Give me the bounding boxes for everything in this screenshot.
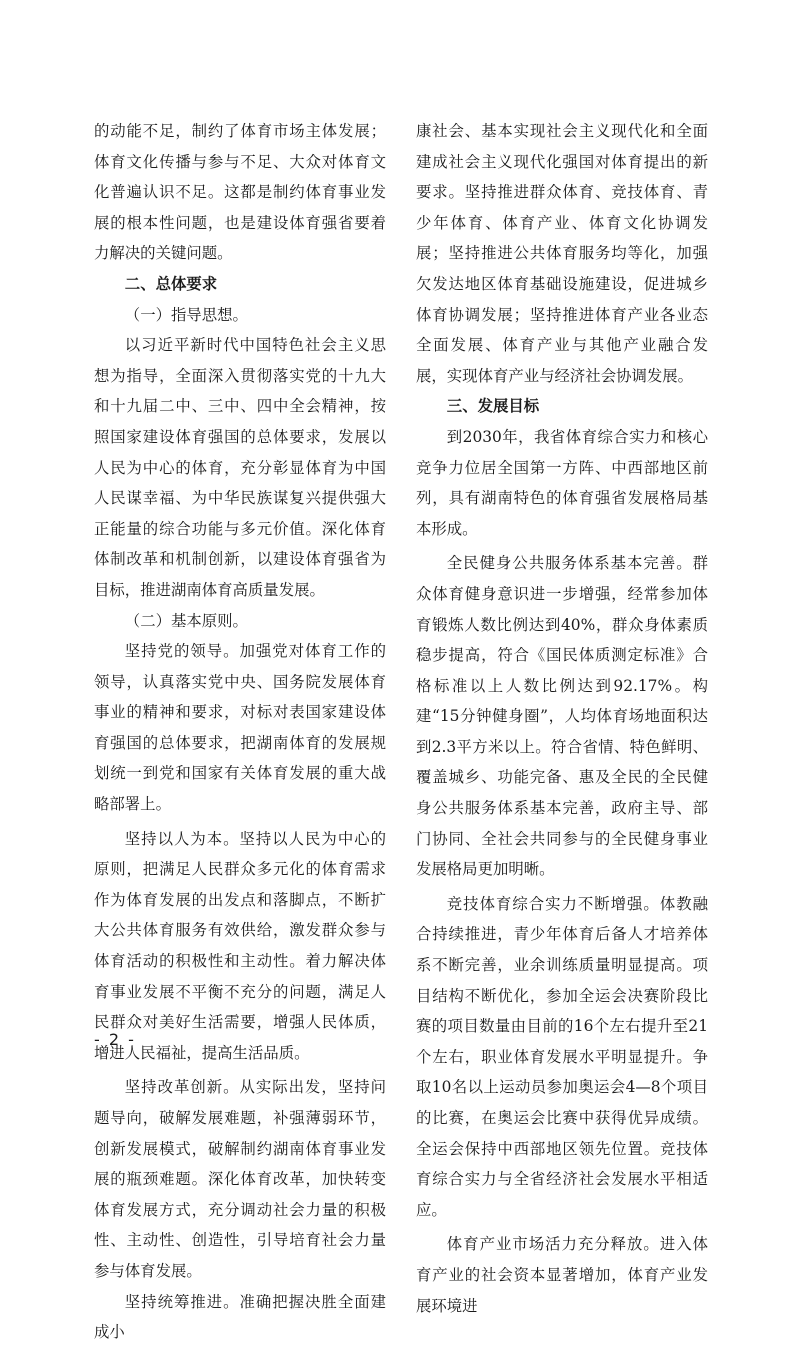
section-heading: 二、总体要求 bbox=[124, 274, 218, 293]
paragraph: （二）基本原则。 bbox=[124, 611, 248, 630]
section-heading: 三、发展目标 bbox=[446, 397, 540, 416]
paragraph: 坚持改革创新。从实际出发，坚持问题导向，破解发展难题，补强薄弱环节，创新发展模式，破解制约湖南体育事业发展的瓶颈难题。深化体育改革，加快转变体育发展方式，充分调动社会力量的积极性、主动性、创造性，引导培育社会力量参与体育发展。 bbox=[94, 1078, 386, 1280]
paragraph: 到2030年，我省体育综合实力和核心竞争力位居全国第一方阵、中西部地区前列，具有湖南特色的体育强省发展格局基本形成。 bbox=[416, 427, 708, 538]
paragraph: 康社会、基本实现社会主义现代化和全面建成社会主义现代化强国对体育提出的新要求。坚持推进群众体育、竞技体育、青少年体育、体育产业、体育文化协调发展；坚持推进公共体育服务均等化，加强欠发达地区体育基础设施建设，促进城乡体育协调发展；坚持推进体育产业各业态全面发展、体育产业与其他产业融合发展，实现体育产业与经济社会协调发展。 bbox=[416, 122, 708, 385]
paragraph: 竞技体育综合实力不断增强。体教融合持续推进，青少年体育后备人才培养体系不断完善，业余训练质量明显提高。项目结构不断优化，参加全运会决赛阶段比赛的项目数量由目前的16个左右提升至21个左右，职业体育发展水平明显提升。争取10名以上运动员参加奥运会4—8个项目的比赛，在奥运会比赛中获得优异成绩。全运会保持中西部地区领先位置。竞技体育综合实力与全省经济社会发展水平相适应。 bbox=[416, 894, 708, 1219]
paragraph: 坚持党的领导。加强党对体育工作的领导，认真落实党中央、国务院发展体育事业的精神和要求，对标对表国家建设体育强国的总体要求，把湖南体育的发展规划统一到党和国家有关体育发展的重大战略部署上。 bbox=[94, 642, 386, 814]
page-number: - 2 - bbox=[94, 1030, 136, 1049]
right-column bbox=[416, 116, 708, 1321]
paragraph: 的动能不足，制约了体育市场主体发展；体育文化传播与参与不足、大众对体育文化普遍认识不足。这都是制约体育事业发展的根本性问题，也是建设体育强省要着力解决的关键问题。 bbox=[94, 122, 386, 263]
paragraph: 坚持统筹推进。准确把握决胜全面建成小 bbox=[94, 1292, 386, 1342]
paragraph: 全民健身公共服务体系基本完善。群众体育健身意识进一步增强，经常参加体育锻炼人数比例达到40%，群众身体素质稳步提高，符合《国民体质测定标准》合格标准以上人数比例达到92.17%。构建“15分钟健身圈”，人均体育场地面积达到2.3平方米以上。符合省情、特色鲜明、覆盖城乡、功能完备、惠及全民的全民健身公共服务体系基本完善，政府主导、部门协同、全社会共同参与的全民健身事业发展格局更加明晰。 bbox=[416, 554, 708, 879]
paragraph: 以习近平新时代中国特色社会主义思想为指导，全面深入贯彻落实党的十九大和十九届二中、三中、四中全会精神，按照国家建设体育强国的总体要求，发展以人民为中心的体育，充分彰显体育为中国人民谋幸福、为中华民族谋复兴提供强大正能量的综合功能与多元价值。深化体育体制改革和机制创新，以建设体育强省为目标，推进湖南体育高质量发展。 bbox=[94, 336, 386, 599]
paragraph: 坚持以人为本。坚持以人民为中心的原则，把满足人民群众多元化的体育需求作为体育发展的出发点和落脚点，不断扩大公共体育服务有效供给，激发群众参与体育活动的积极性和主动性。着力解决体育事业发展不平衡不充分的问题，满足人民群众对美好生活需要，增强人民体质，增进人民福祉，提高生活品质。 bbox=[94, 829, 386, 1062]
left-column bbox=[94, 116, 386, 1348]
paragraph: （一）指导思想。 bbox=[124, 305, 248, 324]
paragraph: 体育产业市场活力充分释放。进入体育产业的社会资本显著增加，体育产业发展环境进 bbox=[416, 1235, 708, 1315]
